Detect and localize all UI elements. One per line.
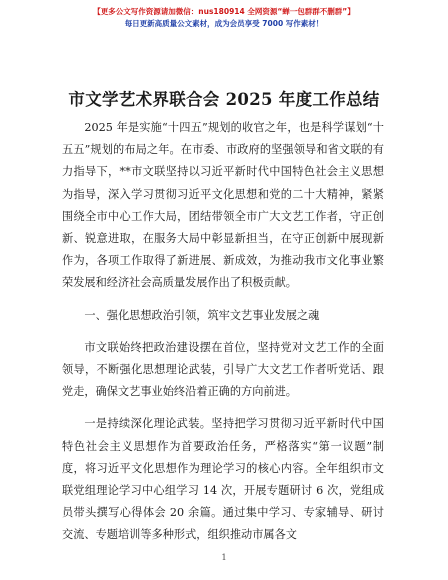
promo-banner-line-1: 【更多公文写作资源请加微信：nus180914 全网资源“蝉一包群群不删群”】: [93, 7, 355, 16]
page-number: 1: [221, 553, 227, 562]
document-body: [62, 117, 384, 547]
body-paragraph: 市文联始终把政治建设摆在首位，坚持党对文艺工作的全面领导，不断强化思想理论武装，引导广大文艺工作者听党话、跟党走，确保文艺事业始终沿着正确的方向前进。: [62, 340, 384, 399]
intro-paragraph: 2025 年是实施“十四五”规划的收官之年，也是科学谋划“十五五”规划的布局之年。在市委、市政府的坚强领导和省文联的有力指导下，**市文联坚持以习近平新时代中国特色社会主义思想为指导，深入学习贯彻习近平文化思想和党的二十大精神，紧紧围绕全市中心工作大局，团结带领全市广大文艺工作者，守正创新、锐意进取，在服务大局中彰显新担当，在守正创新中展现新作为，各项工作取得了新进展、新成效，为推动我市文化事业繁荣发展和经济社会高质量发展作出了积极贡献。: [62, 121, 384, 290]
section-heading: 一、强化思想政治引领，筑牢文艺事业发展之魂: [84, 308, 320, 322]
body-paragraph: 一是持续深化理论武装。坚持把学习贯彻习近平新时代中国特色社会主义思想作为首要政治任务，严格落实“第一议题”制度，将习近平文化思想作为理论学习的核心内容。全年组织市文联党组理论学习中心组学习 14 次，开展专题研讨 6 次，党组成员带头撰写心得体会 20 余篇。通过集中学习、专家辅导、研讨交流、专题培训等多种形式，组织推动市属各文: [62, 417, 384, 542]
promo-banner-line-2: 每日更新高质量公文素材，成为会员享受 7000 写作素材！: [124, 19, 324, 28]
promo-banner: [40, 6, 408, 30]
document-title: 市文学艺术界联合会 2025 年度工作总结: [68, 90, 380, 109]
